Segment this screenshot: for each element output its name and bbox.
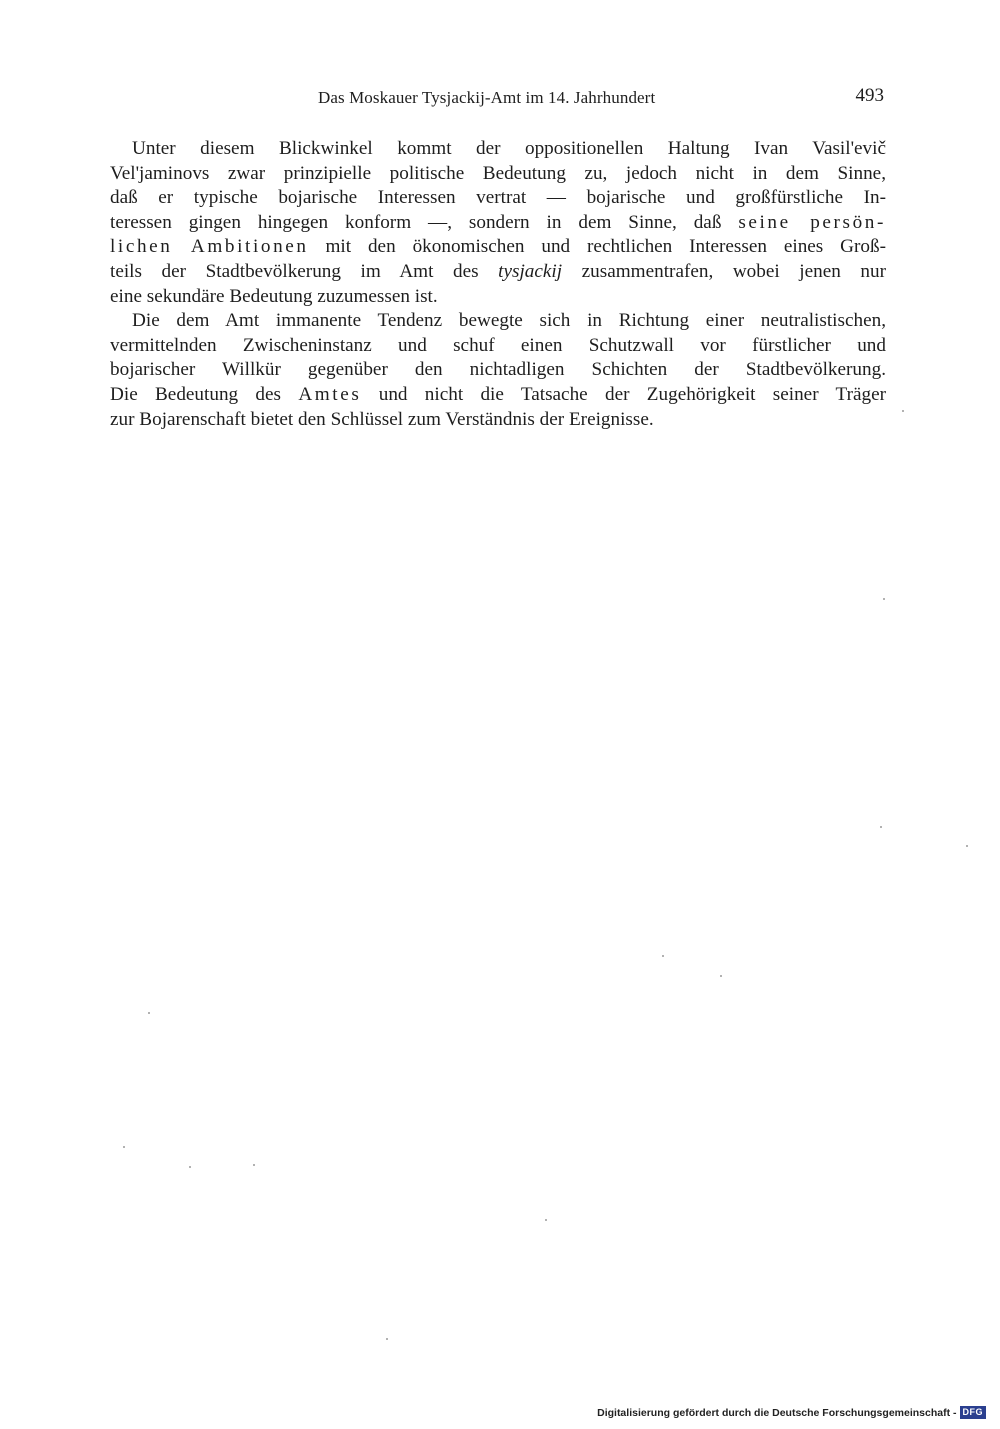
text-line — [110, 408, 886, 433]
text-line — [110, 186, 886, 211]
running-title: Das Moskauer Tysjackij-Amt im 14. Jahrhundert — [318, 88, 656, 107]
running-header — [110, 84, 884, 114]
digitization-credit — [597, 1406, 986, 1419]
text-line — [110, 309, 886, 334]
text-run: Unter diesem Blickwinkel kommt der oppositionellen Haltung Ivan Vasil'evič — [132, 138, 886, 159]
text-line — [110, 137, 886, 162]
page-number: 493 — [855, 85, 884, 106]
text-run: Die dem Amt immanente Tendenz bewegte sich in Richtung einer neutralistischen, — [132, 310, 886, 332]
text-line — [110, 285, 886, 310]
text-run: teils der Stadtbevölkerung im Amt des — [110, 260, 499, 282]
text-run: eine sekundäre Bedeutung zuzumessen ist. — [110, 285, 438, 307]
text-run: zur Bojarenschaft bietet den Schlüssel zum Verständnis der Ereignisse. — [110, 408, 654, 430]
scan-speck — [189, 1166, 191, 1168]
paragraph-2 — [110, 309, 886, 432]
text-run: Vel'jaminovs zwar prinzipielle politische Bedeutung zu, jedoch nicht in dem Sinne, — [110, 162, 886, 184]
dfg-logo: DFG — [960, 1406, 987, 1419]
text-line — [110, 260, 886, 285]
scan-speck — [902, 410, 904, 412]
emphasized-text: lichen Ambitionen — [110, 236, 309, 258]
text-run: mit den ökonomischen und rechtlichen Interessen eines Groß- — [308, 236, 886, 258]
text-line — [110, 383, 886, 408]
scan-speck — [386, 1338, 388, 1340]
text-line — [110, 334, 886, 359]
credit-text: Digitalisierung gefördert durch die Deutsche Forschungsgemeinschaft - — [597, 1406, 957, 1419]
scan-speck — [123, 1146, 125, 1148]
text-run: daß er typische bojarische Interessen vertrat — bojarische und großfürstliche In- — [110, 187, 886, 209]
italic-term: tysjackij — [498, 260, 563, 282]
text-line — [110, 235, 886, 260]
text-line — [110, 162, 886, 187]
text-run: Die Bedeutung des — [110, 383, 299, 405]
scan-speck — [148, 1012, 150, 1014]
paragraph-1 — [110, 137, 886, 309]
scan-speck — [880, 826, 882, 828]
text-run: bojarischer Willkür gegenüber den nichtadligen Schichten der Stadtbevölkerung. — [110, 359, 886, 381]
scan-speck — [545, 1219, 547, 1221]
text-run: und nicht die Tatsache der Zugehörigkeit seiner Träger — [361, 383, 886, 405]
scan-speck — [883, 598, 885, 600]
text-run: vermittelnden Zwischeninstanz und schuf einen Schutzwall vor fürstlicher und — [110, 334, 886, 356]
body-text — [110, 137, 886, 432]
scan-speck — [662, 955, 664, 957]
text-line — [110, 211, 886, 236]
text-run: zusammentrafen, wobei jenen nur — [562, 260, 886, 282]
scan-speck — [253, 1164, 255, 1166]
text-line — [110, 358, 886, 383]
emphasized-text: seine persön- — [738, 211, 886, 233]
scan-speck — [720, 975, 722, 977]
emphasized-text: Amtes — [298, 383, 362, 405]
text-run: teressen gingen hingegen konform —, sondern in dem Sinne, daß — [110, 211, 739, 233]
scan-speck — [966, 845, 968, 847]
